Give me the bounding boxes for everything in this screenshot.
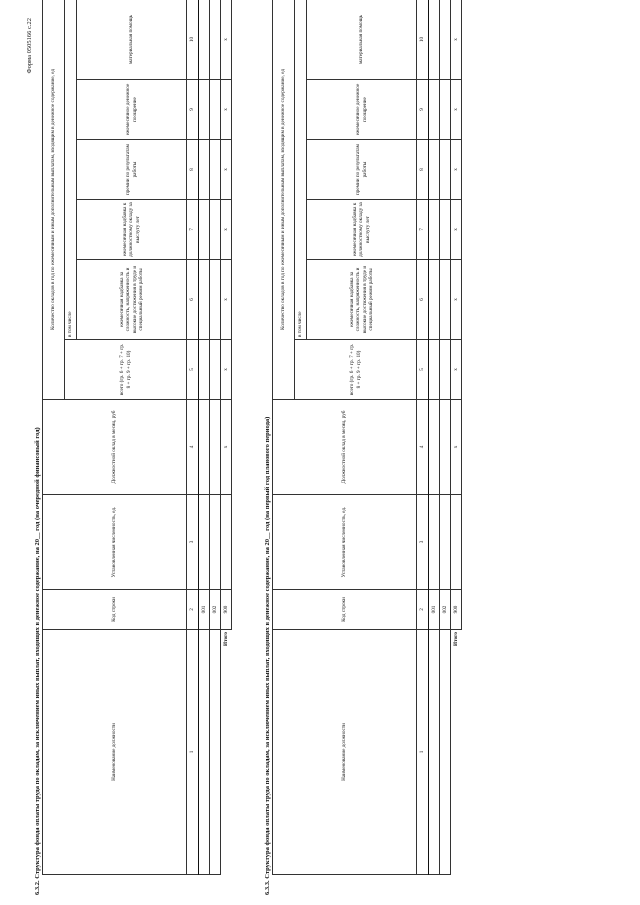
t2-cell[interactable] (451, 495, 462, 590)
t2-cell[interactable] (440, 495, 451, 590)
t1-colnum: 4 (187, 400, 199, 495)
table-row-total (221, 0, 232, 875)
t2-cell[interactable] (429, 80, 440, 140)
table-row (199, 0, 210, 875)
t2-colnum: 3 (417, 495, 429, 590)
t1-cell[interactable] (199, 80, 210, 140)
form-code: Форма 0505166 с.22 (26, 18, 33, 74)
table1 (42, 0, 232, 875)
t1-header-total: всего (гр. 6 + гр. 7 + гр. 8 + гр. 9 + гр. 10) (65, 340, 187, 400)
t1-header-col6: ежемесячная надбавка за сложность, напряженность и высокие достижения в труде и специальный режим работы (77, 260, 187, 340)
t2-colnum: 1 (417, 630, 429, 875)
table-row-total (451, 0, 462, 875)
t1-header-group: Количество окладов в год по ежемесячным и иным дополнительным выплатам, входящим в денежное содержание, ед (43, 0, 65, 400)
t1-cell[interactable] (210, 340, 221, 400)
t1-header-col7: ежемесячная надбавка к должностному окладу за выслугу лет (77, 200, 187, 260)
t1-cell[interactable] (210, 140, 221, 200)
t1-header-col10: материальная помощь (77, 0, 187, 80)
t1-header-col8: премии по результатам работы (77, 140, 187, 200)
t1-cell[interactable] (199, 0, 210, 80)
t2-col-numbers-row (417, 0, 429, 875)
table2-caption: 6.3.3. Структура фонда оплаты труда по окладам, за исключением иных выплат, входящих в денежное содержание, на 20__ год (на первый год планового периода) (264, 416, 271, 895)
table-row (440, 0, 451, 875)
t1-cell: х (221, 400, 232, 495)
t2-colnum: 4 (417, 400, 429, 495)
t1-cell: х (221, 140, 232, 200)
t1-cell[interactable] (210, 80, 221, 140)
t1-colnum: 6 (187, 260, 199, 340)
t2-header-total: всего (гр. 6 + гр. 7 + гр. 8 + гр. 9 + гр. 10) (295, 340, 417, 400)
t2-cell: х (451, 200, 462, 260)
t1-cell: х (221, 260, 232, 340)
t1-cell[interactable] (199, 140, 210, 200)
t1-header-position-name: Наименование должности (43, 630, 187, 875)
t1-colnum: 8 (187, 140, 199, 200)
t1-colnum: 1 (187, 630, 199, 875)
t2-colnum: 7 (417, 200, 429, 260)
t2-colnum: 10 (417, 0, 429, 80)
t2-colnum: 9 (417, 80, 429, 140)
t2-cell[interactable] (429, 260, 440, 340)
t1-cell-code: 001 (199, 590, 210, 630)
t1-cell[interactable] (210, 400, 221, 495)
t1-cell-code: 900 (221, 590, 232, 630)
t2-cell[interactable] (440, 400, 451, 495)
t1-colnum: 9 (187, 80, 199, 140)
t2-header-col7: ежемесячная надбавка к должностному окладу за выслугу лет (307, 200, 417, 260)
t1-cell[interactable] (221, 495, 232, 590)
t2-cell-code: 002 (440, 590, 451, 630)
t2-total-label: Итого (453, 632, 459, 646)
t1-cell-position[interactable] (199, 630, 210, 875)
t1-cell[interactable] (210, 0, 221, 80)
t2-header-position-name: Наименование должности (273, 630, 417, 875)
t2-cell-code: 900 (451, 590, 462, 630)
t2-cell[interactable] (440, 140, 451, 200)
t1-header-salary: Должностной оклад в месяц, руб (43, 400, 187, 495)
t2-colnum: 6 (417, 260, 429, 340)
t2-cell[interactable] (429, 495, 440, 590)
t1-cell: х (221, 0, 232, 80)
t1-cell[interactable] (199, 495, 210, 590)
t2-header-col6: ежемесячная надбавка за сложность, напряженность и высокие достижения в труде и специальный режим работы (307, 260, 417, 340)
t1-header-col9: ежемесячное денежное поощрение (77, 80, 187, 140)
t1-cell[interactable] (199, 340, 210, 400)
t1-cell: х (221, 200, 232, 260)
t2-colnum: 2 (417, 590, 429, 630)
t2-header-staff-count: Установленная численность, ед. (273, 495, 417, 590)
t2-cell: х (451, 0, 462, 80)
t1-col-numbers-row (187, 0, 199, 875)
t2-cell-position[interactable] (429, 630, 440, 875)
t1-header-code: Код строки (43, 590, 187, 630)
t2-cell: х (451, 340, 462, 400)
t2-cell: х (451, 260, 462, 340)
t2-cell[interactable] (440, 80, 451, 140)
t2-cell[interactable] (429, 140, 440, 200)
t2-cell-position[interactable] (440, 630, 451, 875)
t1-cell[interactable] (210, 200, 221, 260)
t2-header-in-that: в том числе (295, 0, 307, 340)
t2-header-salary: Должностной оклад в месяц, руб (273, 400, 417, 495)
t1-colnum: 2 (187, 590, 199, 630)
t1-cell-code: 002 (210, 590, 221, 630)
t1-cell[interactable] (210, 260, 221, 340)
t2-cell[interactable] (429, 0, 440, 80)
t1-header-staff-count: Установленная численность, ед. (43, 495, 187, 590)
t1-total-label: Итого (223, 632, 229, 646)
t1-header-in-that: в том числе (65, 0, 77, 340)
table-row (210, 0, 221, 875)
t2-colnum: 5 (417, 340, 429, 400)
t2-cell[interactable] (429, 200, 440, 260)
t2-cell[interactable] (440, 340, 451, 400)
t1-colnum: 7 (187, 200, 199, 260)
table1-caption: 6.3.2. Структура фонда оплаты труда по окладам, за исключением иных выплат, входящих в денежное содержание, на 20__ год (на очередной финансовый год) (34, 427, 41, 895)
t1-colnum: 3 (187, 495, 199, 590)
t1-cell[interactable] (199, 400, 210, 495)
t1-cell[interactable] (210, 495, 221, 590)
t2-cell[interactable] (440, 0, 451, 80)
t2-cell: х (451, 80, 462, 140)
t2-header-col8: премии по результатам работы (307, 140, 417, 200)
t2-header-code: Код строки (273, 590, 417, 630)
table2 (272, 0, 462, 875)
t1-colnum: 5 (187, 340, 199, 400)
table-row (429, 0, 440, 875)
t2-cell[interactable] (429, 400, 440, 495)
t2-header-col9: ежемесячное денежное поощрение (307, 80, 417, 140)
t2-cell[interactable] (440, 200, 451, 260)
t2-header-col10: материальная помощь (307, 0, 417, 80)
t2-cell-code: 001 (429, 590, 440, 630)
t2-cell[interactable] (429, 340, 440, 400)
t1-cell[interactable] (199, 260, 210, 340)
t2-cell: х (451, 400, 462, 495)
t2-header-group: Количество окладов в год по ежемесячным и иным дополнительным выплатам, входящим в денежное содержание, ед (273, 0, 295, 400)
t2-colnum: 8 (417, 140, 429, 200)
t1-cell: х (221, 80, 232, 140)
t1-colnum: 10 (187, 0, 199, 80)
t2-cell[interactable] (440, 260, 451, 340)
t1-cell[interactable] (199, 200, 210, 260)
t1-cell: х (221, 340, 232, 400)
t1-cell-position[interactable] (210, 630, 221, 875)
t2-cell: х (451, 140, 462, 200)
